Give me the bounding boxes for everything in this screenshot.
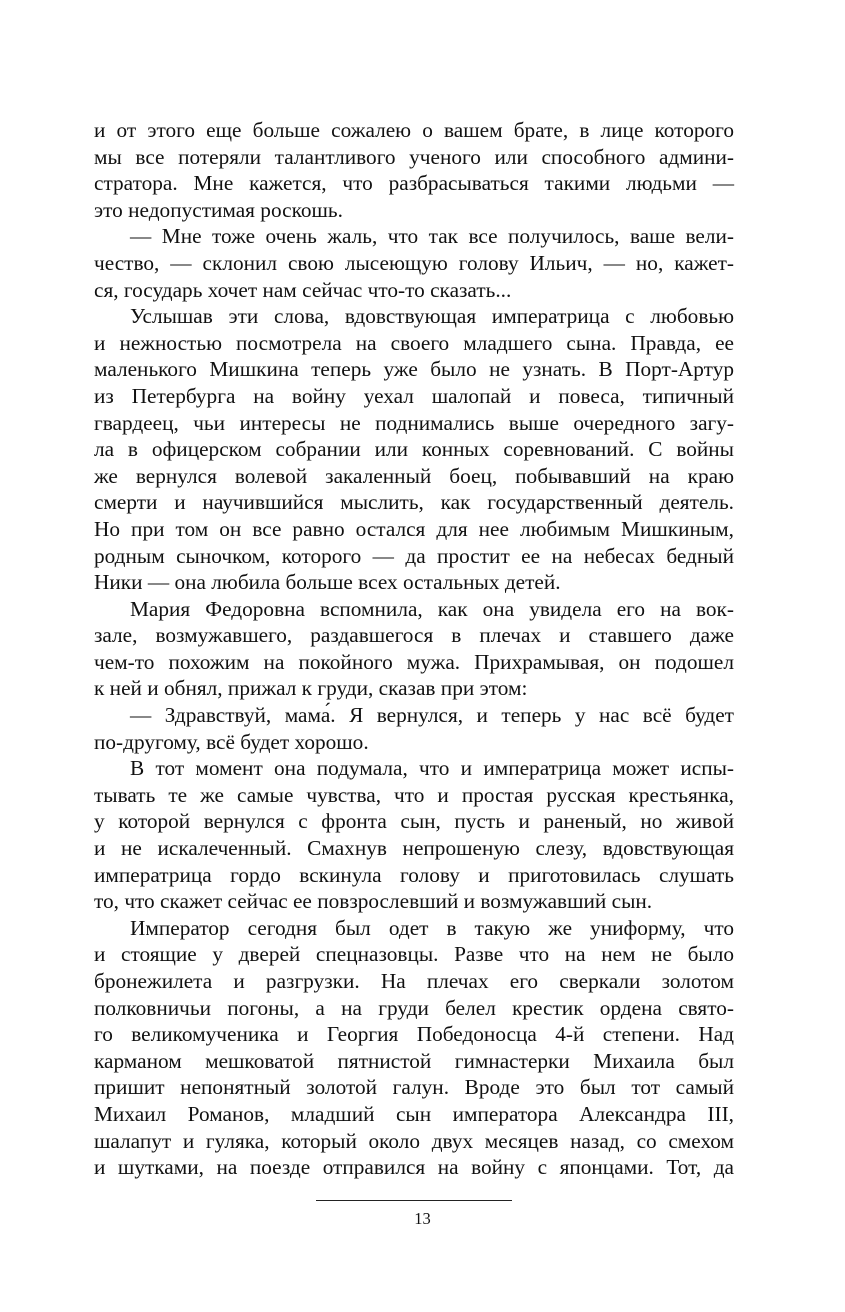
text-line: — Мне тоже очень жаль, что так все получилось, ваше вели- [130, 224, 734, 249]
body-text [94, 117, 734, 1181]
text-line: императрица гордо вскинула голову и приготовилась слушать [94, 862, 734, 887]
text-line: и стоящие у дверей спецназовцы. Разве что на нем не было [94, 942, 734, 967]
text-line: родным сыночком, которого — да простит ее на небесах бедный [94, 543, 734, 568]
text-line: Услышав эти слова, вдовствующая императрица с любовью [130, 304, 734, 329]
text-line: В тот момент она подумала, что и императрица может испы- [130, 756, 734, 781]
text-line: у которой вернулся с фронта сын, пусть и раненый, но живой [94, 809, 734, 834]
text-line: смерти и научившийся мыслить, как государственный деятель. [94, 490, 734, 515]
text-line: — Здравствуй, мама́. Я вернулся, и теперь у нас всё будет [130, 703, 734, 728]
text-line: стратора. Мне кажется, что разбрасываться такими людьми — [94, 171, 734, 196]
text-line: зале, возмужавшего, раздавшегося в плечах и ставшего даже [94, 623, 734, 648]
text-line: Император сегодня был одет в такую же униформу, что [130, 915, 734, 940]
text-line: то, что скажет сейчас ее повзрослевший и возмужавший сын. [94, 889, 653, 914]
text-line: бронежилета и разгрузки. На плечах его сверкали золотом [94, 969, 734, 993]
text-line: чем-то похожим на покойного мужа. Прихрамывая, он подошел [94, 649, 734, 674]
text-line: и от этого еще больше сожалею о вашем брате, в лице которого [94, 118, 734, 142]
text-line: и нежностью посмотрела на своего младшего сына. Правда, ее [94, 330, 734, 355]
text-line: Но при том он все равно остался для нее любимым Мишкиным, [94, 516, 734, 541]
text-line: к ней и обнял, прижал к груди, сказав при этом: [94, 676, 528, 701]
text-line: мы все потеряли талантливого ученого или способного админи- [94, 144, 734, 169]
text-line: пришит непонятный золотой галун. Вроде это был тот самый [94, 1075, 734, 1100]
text-line: и шутками, на поезде отправился на войну с японцами. Тот, да [94, 1155, 734, 1180]
text-line: из Петербурга на войну уехал шалопай и повеса, типичный [94, 383, 734, 408]
text-line: Мария Федоровна вспомнила, как она увидела его на вок- [130, 596, 734, 621]
text-line: тывать те же самые чувства, что и простая русская крестьянка, [94, 782, 734, 807]
footer-divider [316, 1200, 512, 1201]
text-line: же вернулся волевой закаленный боец, побывавший на краю [94, 463, 734, 488]
text-line: карманом мешковатой пятнистой гимнастерки Михаила был [94, 1048, 734, 1073]
text-line: Ники — она любила больше всех остальных детей. [94, 570, 561, 595]
text-line: Михаил Романов, младший сын императора Александра III, [94, 1101, 734, 1126]
text-line: это недопустимая роскошь. [94, 197, 343, 222]
text-line: ся, государь хочет нам сейчас что-то сказать... [94, 277, 512, 302]
text-line: по-другому, всё будет хорошо. [94, 729, 369, 754]
text-line: го великомученика и Георгия Победоносца 4-й степени. Над [94, 1022, 734, 1047]
text-line: гвардеец, чьи интересы не поднимались выше очередного загу- [94, 410, 734, 435]
text-line: ла в офицерском собрании или конных соревнований. С войны [94, 437, 734, 462]
text-line: полковничьи погоны, а на груди белел крестик ордена свято- [94, 995, 734, 1020]
page-number: 13 [414, 1209, 431, 1228]
text-line: и не искалеченный. Смахнув непрошеную слезу, вдовствующая [94, 836, 734, 861]
text-line: маленького Мишкина теперь уже было не узнать. В Порт-Артур [94, 357, 734, 382]
text-line: чество, — склонил свою лысеющую голову Ильич, — но, кажет- [94, 250, 734, 275]
text-line: шалапут и гуляка, который около двух месяцев назад, со смехом [94, 1128, 734, 1153]
